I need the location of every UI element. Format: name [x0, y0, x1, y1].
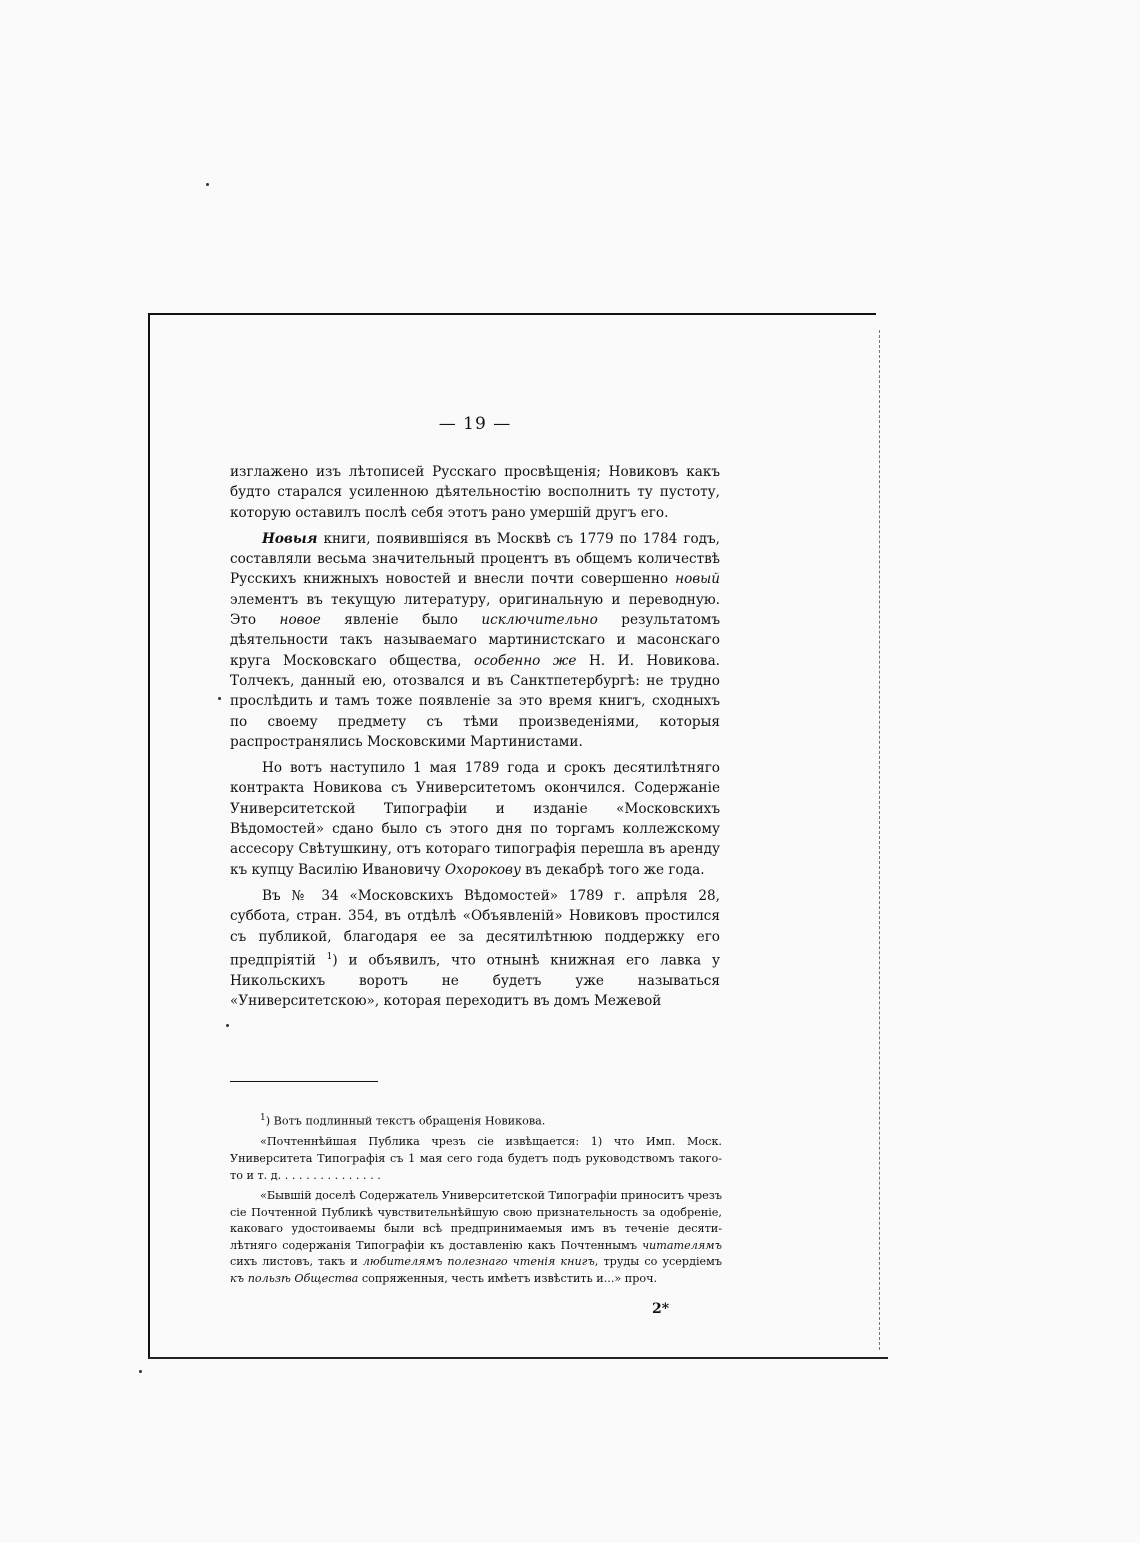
text-segment: новое	[279, 612, 321, 629]
page-frame-bottom	[148, 1357, 888, 1359]
footnote	[230, 1110, 722, 1130]
text-segment: «Почтеннѣйшая Публика чрезъ сіе извѣщается: 1) что Имп. Моск. Университета Типографія съ 1 мая сего года будетъ подъ руководствомъ такого-то и т. д. . . . . . . . . . . . . . .	[230, 1135, 722, 1182]
page-frame-top	[148, 313, 876, 315]
paragraph	[230, 886, 720, 1011]
scan-speck	[206, 183, 209, 186]
text-segment: особенно же	[473, 652, 577, 669]
text-segment: книги, появившіяся въ Москвѣ съ 1779 по 1784 годъ, составляли весьма значительный процентъ въ общемъ количествѣ Русскихъ книжныхъ новостей и внесли почти совершенно	[230, 530, 720, 588]
text-segment: Новыя	[262, 530, 318, 547]
footnote-ref: 1	[260, 1113, 266, 1123]
scan-speck	[218, 697, 221, 700]
text-segment: Н. И. Новикова. Толчекъ, данный ею, отозвался и въ Санктпетербургѣ: не трудно прослѣдить и тамъ тоже появленіе за это время книгъ, сходныхъ по своему предмету съ тѣми произведеніями, которыя распространялись Московскими Мартинистами.	[230, 652, 720, 750]
text-segment: изглажено изъ лѣтописей Русскаго просвѣщенія; Новиковъ какъ будто старался усиленною дѣятельностію восполнить ту пустоту, которую оставилъ послѣ себя этотъ рано умершій другъ его.	[230, 464, 720, 521]
footnote-ref: 1	[326, 951, 333, 962]
scan-speck	[226, 1024, 229, 1027]
page-number: — 19 —	[438, 414, 512, 434]
paragraph	[230, 462, 720, 523]
text-segment: Но вотъ наступило 1 мая 1789 года и срокъ десятилѣтняго контракта Новикова съ Университетомъ окончился. Содержаніе Университетской Типографіи и изданіе «Московскихъ Вѣдомостей» сдано было съ этого дня по торгамъ коллежскому ассесору Свѣтушкину, отъ котораго типографія перешла въ аренду къ купцу Василію Ивановичу	[230, 760, 720, 878]
signature-mark: 2*	[652, 1301, 670, 1317]
footnote	[230, 1188, 722, 1288]
text-segment: Въ № 34 «Московскихъ Вѣдомостей» 1789 г. апрѣля 28, суббота, стран. 354, въ отдѣлѣ «Объявленій» Новиковъ простился съ публикой, благодаря ее за десятилѣтнюю поддержку его предпріятій	[230, 887, 720, 969]
text-segment: къ пользѣ Общества	[230, 1272, 359, 1286]
page-frame-left	[148, 313, 150, 1359]
footnote	[230, 1134, 722, 1184]
text-segment: новый	[675, 571, 720, 588]
text-segment: въ декабрѣ того же года.	[520, 861, 705, 878]
text-segment: , труды со усердіемъ	[594, 1255, 722, 1269]
text-segment: сихъ листовъ, такъ и	[230, 1255, 363, 1269]
paragraph	[230, 758, 720, 880]
page-frame-right	[879, 330, 880, 1350]
text-segment: любителямъ полезнаго чтенія книгъ	[362, 1255, 595, 1269]
text-segment: исключительно	[481, 612, 598, 629]
scan-speck	[139, 1370, 142, 1373]
main-text	[230, 462, 720, 1017]
text-segment: читателямъ	[642, 1238, 722, 1252]
text-segment: результатомъ дѣятельности такъ называемаго мартинистскаго и масонскаго круга Московскаго общества,	[230, 612, 720, 669]
text-segment: ) Вотъ подлинный текстъ обращенія Новикова.	[265, 1114, 546, 1128]
text-segment: «Бывшій доселѣ Содержатель Университетской Типографіи приноситъ чрезъ сіе Почтенной Публикѣ чувствительнѣйшую свою признательность за одобреніе, каковаго удостоиваемы были всѣ предпринимаемыя имъ въ теченіе десяти-лѣтняго содержанія Типографіи къ доставленію какъ Почтеннымъ	[230, 1189, 722, 1252]
footnotes	[230, 1110, 722, 1292]
text-segment: сопряженныя, честь имѣетъ извѣстить и...» проч.	[358, 1272, 658, 1286]
text-segment: явленіе было	[320, 612, 482, 629]
footnote-rule	[230, 1081, 378, 1082]
text-segment: Охорокову	[444, 861, 521, 878]
paragraph	[230, 529, 720, 752]
text-segment: ) и объявилъ, что отнынѣ книжная его лавка у Никольскихъ воротъ не будетъ уже называться «Университетскою», которая переходитъ въ домъ Межевой	[230, 952, 720, 1009]
text-segment: элементъ въ текущую литературу, оригинальную и переводную. Это	[230, 591, 720, 629]
